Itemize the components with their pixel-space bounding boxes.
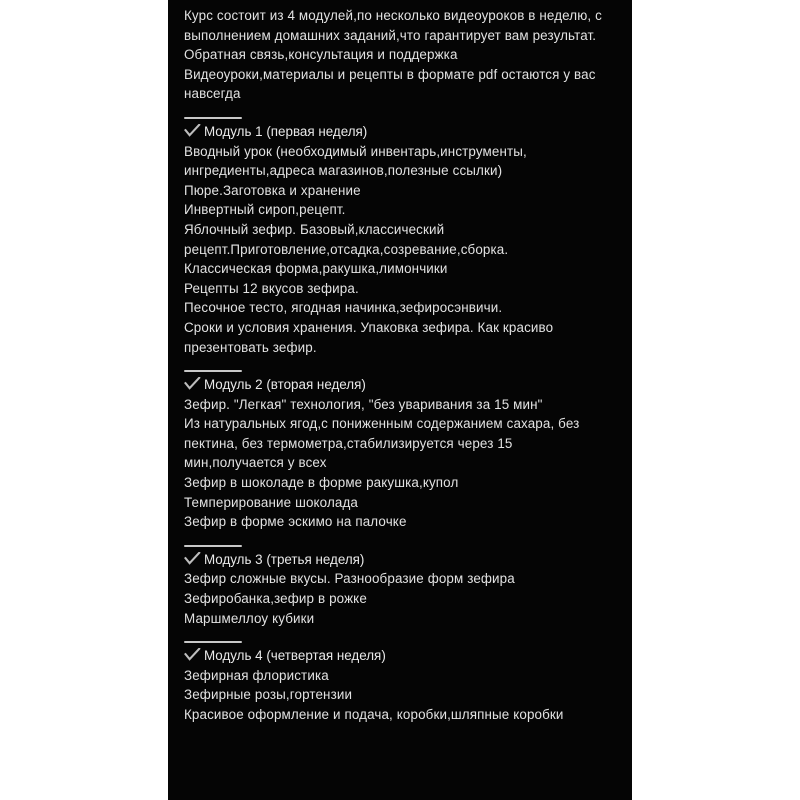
module-line: Темперирование шоколада [184,494,359,510]
module-heading [184,122,616,142]
module-heading [184,550,616,570]
intro-line: Видеоуроки,материалы и рецепты в формате pdf остаются у вас навсегда [184,66,596,102]
module-line: Рецепты 12 вкусов зефира. [184,280,359,296]
section-spacer [184,532,616,545]
intro-line: Обратная связь,консультация и поддержка [184,47,458,63]
module-line: Пюре.Заготовка и хранение [184,182,361,198]
section-spacer [184,357,616,370]
module-line: Зефирные розы,гортензии [184,687,353,703]
course-description-panel [168,0,632,800]
intro-block [184,6,616,104]
module-title: Модуль 4 (четвертая неделя) [204,648,386,664]
module-title: Модуль 1 (первая неделя) [204,123,368,139]
module-block-3 [184,545,616,628]
section-divider [184,545,242,547]
module-line: Классическая форма,ракушка,лимончики [184,261,448,277]
module-title: Модуль 3 (третья неделя) [204,551,365,567]
check-mark-icon [184,377,201,390]
check-mark-icon [184,648,201,661]
check-mark-icon [184,124,201,137]
module-block-4 [184,641,616,724]
module-line: Зефирная флористика [184,667,329,683]
module-line: Зефир сложные вкусы. Разнообразие форм зефира [184,571,515,587]
section-spacer [184,628,616,641]
module-block-1 [184,117,616,357]
intro-line: Курс состоит из 4 модулей,по несколько видеоуроков в неделю, с выполнением домашних заданий,что гарантирует вам результат. [184,8,602,43]
module-line: Зефир. "Легкая" технология, "без уваривания за 15 мин" [184,396,543,412]
module-line: Из натуральных ягод,с пониженным содержанием сахара, без пектина, без термометра,стабилизируется через 15 мин,получается у всех [184,416,580,471]
module-line: Песочное тесто, ягодная начинка,зефиросэнвичи. [184,300,503,316]
module-line: Яблочный зефир. Базовый,классический рецепт.Приготовление,отсадка,созревание,сборка. [184,221,509,257]
section-divider [184,641,242,643]
module-block-2 [184,370,616,532]
module-line: Инвертный сироп,рецепт. [184,202,346,218]
module-line: Вводный урок (необходимый инвентарь,инструменты, ингредиенты,адреса магазинов,полезные ссылки) [184,143,527,179]
module-line: Красивое оформление и подача, коробки,шляпные коробки [184,707,564,722]
section-divider [184,370,242,372]
module-line: Зефир в форме эскимо на палочке [184,514,407,530]
module-line: Маршмеллоу кубики [184,610,315,626]
section-spacer [184,104,616,117]
section-divider [184,117,242,119]
module-title: Модуль 2 (вторая неделя) [204,377,366,393]
module-heading [184,646,616,666]
module-line: Зефиробанка,зефир в рожке [184,591,367,607]
module-line: Сроки и условия хранения. Упаковка зефира. Как красиво презентовать зефир. [184,319,554,355]
module-heading [184,375,616,395]
module-line: Зефир в шоколаде в форме ракушка,купол [184,475,459,491]
check-mark-icon [184,552,201,565]
